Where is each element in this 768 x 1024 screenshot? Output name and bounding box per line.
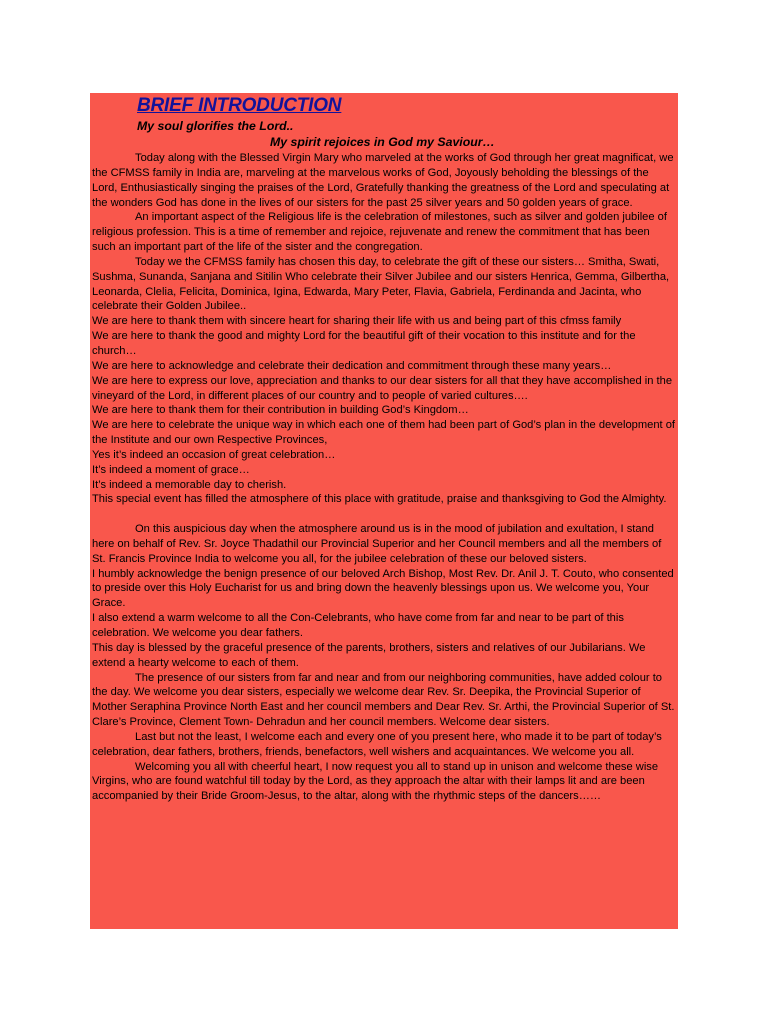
paragraph: Last but not the least, I welcome each and every one of you present here, who made it to be part of today’s celebration, dear fathers, brothers, friends, benefactors, well wishers and acquaintances. We welcome you all. bbox=[92, 730, 662, 758]
paragraph: We are here to celebrate the unique way in which each one of them had been part of God’s plan in the development of the Institute and our own Respective Provinces, bbox=[92, 419, 675, 447]
paragraph: It’s indeed a memorable day to cherish. bbox=[92, 478, 287, 491]
paragraph: An important aspect of the Religious life is the celebration of milestones, such as silver and golden jubilee of religious profession. This is a time of remember and rejoice, rejuvenate and renew the commitment that has been such an important part of the life of the sister and the congregation. bbox=[92, 211, 667, 254]
paragraph: We are here to express our love, appreciation and thanks to our dear sisters for all that they have accomplished in the vineyard of the Lord, in different places of our country and to people of varied cultures…. bbox=[92, 374, 673, 402]
paragraph: We are here to thank the good and mighty Lord for the beautiful gift of their vocation to this institute and for the church… bbox=[92, 330, 636, 357]
document-body bbox=[92, 151, 676, 804]
paragraph: This special event has filled the atmosphere of this place with gratitude, praise and thanksgiving to God the Almighty. bbox=[92, 493, 667, 506]
document-title: BRIEF INTRODUCTION bbox=[137, 95, 342, 116]
paragraph: On this auspicious day when the atmosphere around us is in the mood of jubilation and exultation, I stand here on behalf of Rev. Sr. Joyce Thadathil our Provincial Superior and her Council members and all the members of St. Francis Province India to welcome you all, for the jubilee celebration of these our beloved sisters. bbox=[92, 523, 662, 565]
paragraph: Welcoming you all with cheerful heart, I now request you all to stand up in unison and welcome these wise Virgins, who are found watchful till today by the Lord, as they approach the altar with their lamps lit and are been accompanied by their Bride Groom-Jesus, to the altar, along with the rhythmic steps of the dancers…… bbox=[92, 760, 659, 803]
paragraph: We are here to thank them for their contribution in building God’s Kingdom… bbox=[92, 404, 469, 417]
paragraph: Today we the CFMSS family has chosen this day, to celebrate the gift of these our sisters… Smitha, Swati, Sushma, Sunanda, Sanjana and Sitilin Who celebrate their Silver Jubilee and our sisters Henrica, Gemma, Gilbertha, Leonarda, Clelia, Felicita, Dominica, Igina, Edwarda, Mary Peter, Flavia, Gabriela, Ferdinanda and Jacinta, who celebrate their Golden Jubilee.. bbox=[92, 255, 670, 313]
paragraph: We are here to thank them with sincere heart for sharing their life with us and being part of this cfmss family bbox=[92, 315, 622, 328]
document-page bbox=[90, 93, 678, 929]
paragraph: It’s indeed a moment of grace… bbox=[92, 463, 250, 476]
paragraph: The presence of our sisters from far and near and from our neighboring communities, have added colour to the day. We welcome you dear sisters, especially we welcome dear Rev. Sr. Deepika, the Provincial Superior of Mother Seraphina Province North East and her council members and Dear Rev. Sr. Arthi, the Provincial Superior of St. Clare’s Province, Clement Town- Dehradun and her council members. Welcome dear sisters. bbox=[92, 671, 675, 729]
subtitle-line-1: My soul glorifies the Lord.. bbox=[137, 119, 294, 133]
paragraph: I humbly acknowledge the benign presence of our beloved Arch Bishop, Most Rev. Dr. Anil J. T. Couto, who consented to preside over this Holy Eucharist for us and bring down the heavenly blessings upon us. We welcome you, Your Grace. bbox=[92, 567, 674, 610]
subtitle-line-2: My spirit rejoices in God my Saviour… bbox=[270, 135, 495, 149]
paragraph: I also extend a warm welcome to all the Con-Celebrants, who have come from far and near to be part of this celebration. We welcome you dear fathers. bbox=[92, 612, 624, 639]
paragraph: Yes it’s indeed an occasion of great celebration… bbox=[92, 448, 336, 461]
paragraph: Today along with the Blessed Virgin Mary who marveled at the works of God through her great magnificat, we the CFMSS family in India are, marveling at the marvelous works of God, Joyously beholding the blessings of the Lord, Enthusiastically singing the praises of the Lord, Gratefully thanking the greatness of the Lord and speculating at the wonders God has done in the lives of our sisters for the past 25 silver years and 50 golden years of grace. bbox=[92, 152, 674, 209]
paragraph: This day is blessed by the graceful presence of the parents, brothers, sisters and relatives of our Jubilarians. We extend a hearty welcome to each of them. bbox=[92, 641, 646, 669]
paragraph: We are here to acknowledge and celebrate their dedication and commitment through these many years… bbox=[92, 359, 612, 372]
